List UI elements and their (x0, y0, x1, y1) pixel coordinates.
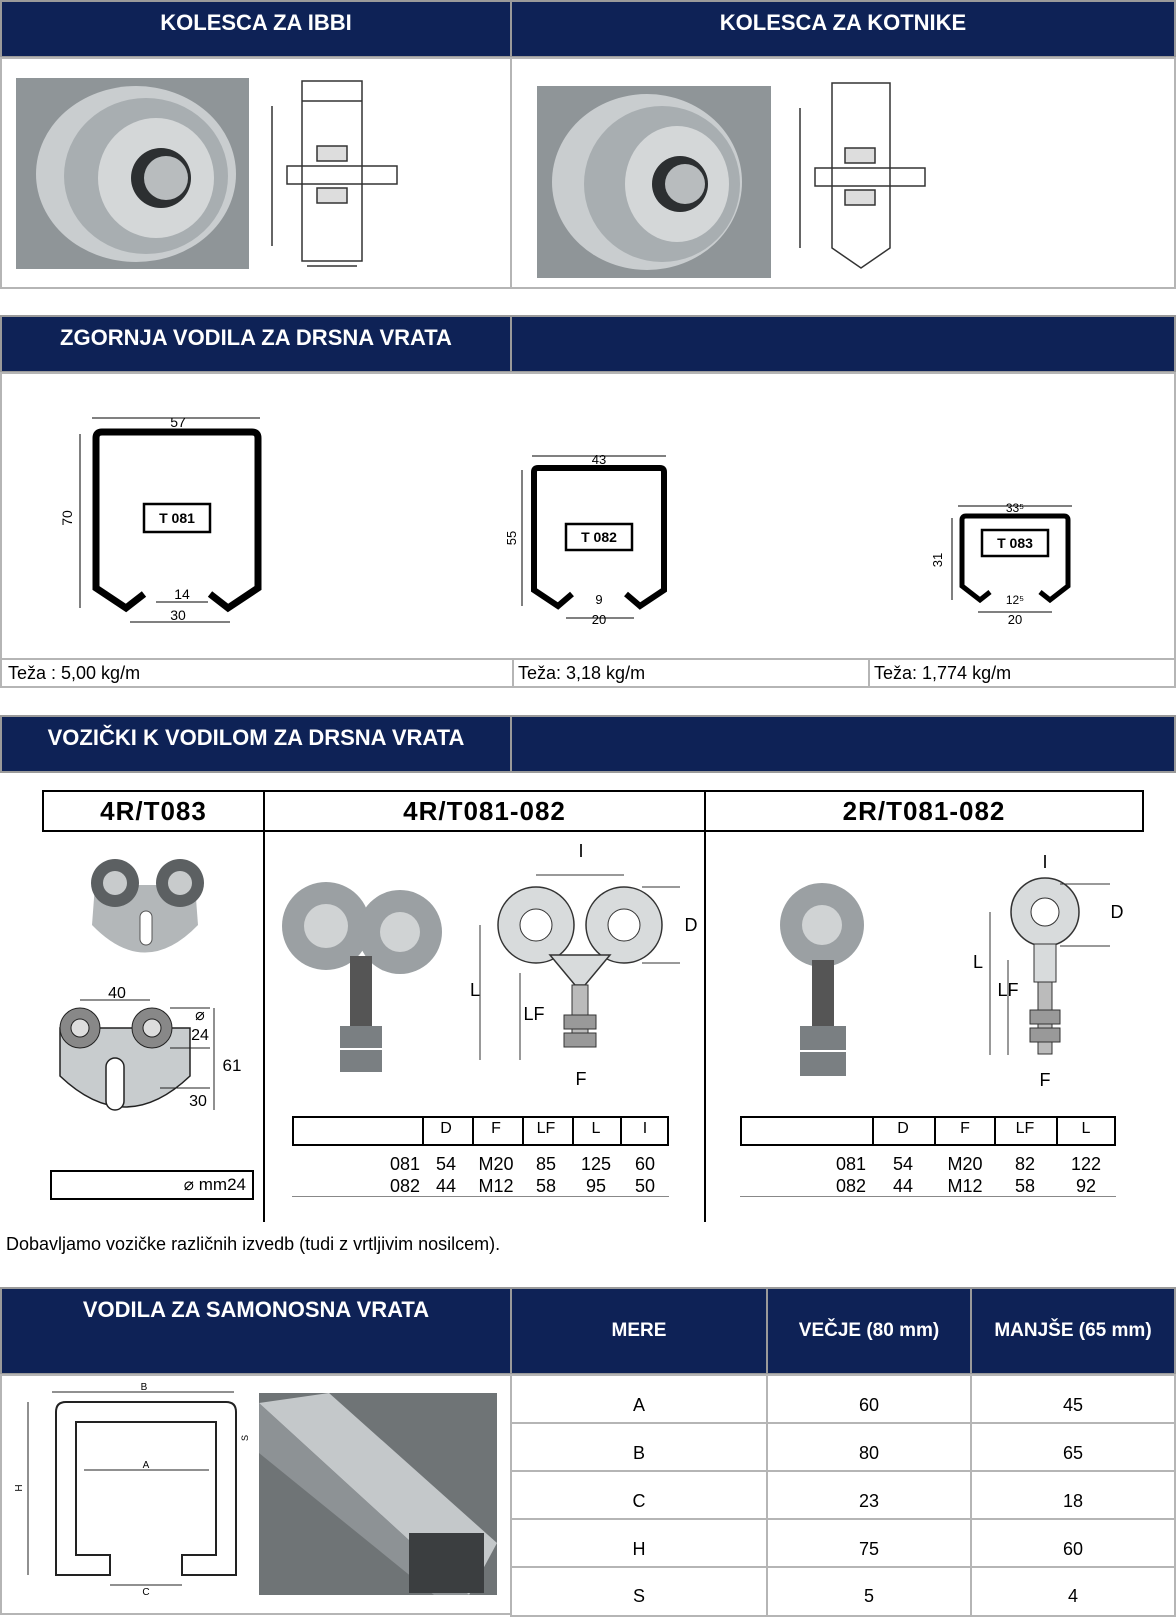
t083-base: 20 (1007, 612, 1023, 627)
4r-trolley-photo (278, 876, 458, 1086)
t083-trolley-photo (80, 855, 210, 967)
samonosna-value: 60 (858, 1394, 880, 1415)
t082-code: T 082 (581, 529, 617, 545)
t083-dim-slot: 30 (189, 1093, 207, 1110)
4r-dim-f: F (575, 1069, 587, 1089)
4r-dim-d: D (684, 915, 698, 935)
samonosna-profile-photo (259, 1393, 497, 1595)
table-4r-header-l: L (591, 1120, 601, 1137)
header-kolesca-ibbi (0, 0, 512, 58)
t083-dim-w: 40 (108, 985, 126, 1002)
t082-base: 20 (591, 612, 607, 627)
2r-dim-lf: LF (997, 980, 1019, 1000)
table-2r-cell: M12 (947, 1176, 983, 1196)
kotnike-wheel-photo (537, 86, 771, 278)
samonosna-label-h: H (14, 1484, 25, 1492)
t083-dim-d-symbol: ⌀ (195, 1007, 205, 1024)
t083-width: 33⁵ (1005, 501, 1025, 515)
t083-slot: 12⁵ (1005, 593, 1025, 607)
col-vecje: VEČJE (80 mm) (798, 1320, 940, 1341)
weight-cell-t081 (0, 658, 514, 688)
samonosna-row-m (510, 1374, 768, 1424)
samonosna-row-big (766, 1518, 972, 1568)
t081-width: 57 (170, 414, 186, 430)
samonosna-value: 75 (858, 1538, 880, 1559)
samonosna-label-c: C (142, 1587, 150, 1598)
vozicki-note: Dobavljamo vozičke različnih izvedb (tudi z vrtljivim nosilcem). (6, 1234, 501, 1254)
samonosna-profile-drawing (4, 1380, 254, 1612)
samonosna-value: S (632, 1586, 645, 1606)
4r-dim-lf: LF (523, 1004, 545, 1024)
table-2r-cell: 82 (1014, 1154, 1036, 1174)
header-manjse (970, 1287, 1176, 1375)
table-2r-header-d: D (897, 1120, 909, 1137)
table-2r-cell: M20 (947, 1154, 983, 1174)
t083-bolt-label: ⌀ mm24 (183, 1175, 246, 1194)
t082-slot: 9 (595, 592, 603, 607)
profile-t083-drawing (928, 500, 1078, 630)
samonosna-row-big (766, 1422, 972, 1472)
table-4r-cell: 60 (634, 1154, 656, 1174)
header-samonosna (0, 1287, 512, 1375)
table-4r-header-f: F (491, 1120, 501, 1137)
samonosna-value: 80 (858, 1442, 880, 1463)
model-4r-t081-082: 4R/T081-082 (403, 796, 566, 826)
table-4r-cell: 95 (585, 1176, 607, 1196)
table-2r-cell: 44 (892, 1176, 914, 1196)
profile-t082-drawing (506, 450, 676, 630)
header-zgornja-vodila (0, 315, 512, 373)
table-4r-cell: M12 (478, 1176, 514, 1196)
samonosna-row-small (970, 1374, 1176, 1424)
table-2r-code: 082 (835, 1176, 866, 1196)
samonosna-value: 4 (1067, 1586, 1078, 1606)
t081-height: 70 (59, 510, 75, 526)
t081-base: 30 (170, 607, 186, 623)
t081-code: T 081 (159, 510, 195, 526)
samonosna-row-big (766, 1374, 972, 1424)
samonosna-value: 45 (1062, 1394, 1084, 1415)
table-4r-cell: 44 (435, 1176, 457, 1196)
weight-cell-t083 (868, 658, 1176, 688)
model-2r-t081-082: 2R/T081-082 (842, 796, 1006, 826)
header-vozicki-empty (510, 715, 1176, 773)
samonosna-row-big (766, 1470, 972, 1520)
samonosna-row-small (970, 1566, 1176, 1617)
header-mere (510, 1287, 768, 1375)
t083-bolt-box (50, 1170, 254, 1200)
model-divider-2 (704, 790, 706, 1222)
samonosna-row-m (510, 1518, 768, 1568)
weight-t082: Teža: 3,18 kg/m (518, 662, 646, 683)
2r-dim-i: I (1042, 852, 1048, 872)
samonosna-value: 65 (1062, 1442, 1084, 1463)
table-4r-cell: 58 (535, 1176, 557, 1196)
t083-dim-h: 61 (222, 1056, 242, 1075)
samonosna-row-small (970, 1470, 1176, 1520)
table-2r-cell: 54 (892, 1154, 914, 1174)
model-divider-1 (263, 790, 265, 1222)
4r-dim-i: I (578, 841, 584, 861)
t082-width: 43 (591, 452, 607, 467)
weight-cell-t082 (512, 658, 870, 688)
samonosna-value: 18 (1062, 1490, 1084, 1511)
table-2r-cell: 92 (1075, 1176, 1097, 1196)
table-4r-cell: 54 (435, 1154, 457, 1174)
table-2r-code: 081 (835, 1154, 866, 1174)
table-4r-code: 081 (389, 1154, 420, 1174)
table-4r-header-i: I (642, 1120, 648, 1137)
table-4r-header-d: D (440, 1120, 452, 1137)
table-2r-header-l: L (1081, 1120, 1091, 1137)
col-manjse: MANJŠE (65 mm) (994, 1320, 1152, 1341)
table-4r-cell: M20 (478, 1154, 514, 1174)
samonosna-row-big (766, 1566, 972, 1617)
weight-t083: Teža: 1,774 kg/m (874, 662, 1012, 683)
samonosna-value: C (632, 1490, 646, 1511)
samonosna-value: B (632, 1442, 645, 1463)
table-4r-cell: 125 (580, 1154, 612, 1174)
samonosna-label-b: B (140, 1382, 148, 1393)
profile-t081-drawing (60, 412, 270, 632)
samonosna-value: A (632, 1394, 645, 1415)
ibbi-wheel-drawing (262, 76, 412, 276)
table-4r-cell: 85 (535, 1154, 557, 1174)
table-2r-header-lf: LF (1015, 1120, 1035, 1137)
t083-code: T 083 (997, 535, 1033, 551)
2r-dim-d: D (1110, 902, 1124, 922)
samonosna-row-small (970, 1422, 1176, 1472)
kolesca-ibbi-title: KOLESCA ZA IBBI (160, 10, 352, 35)
t083-height: 31 (930, 552, 945, 568)
samonosna-value: H (632, 1538, 646, 1559)
samonosna-row-m (510, 1566, 768, 1617)
samonosna-label-a: A (142, 1460, 150, 1471)
4r-dim-l: L (469, 980, 481, 1000)
weight-t081: Teža : 5,00 kg/m (8, 662, 141, 683)
2r-trolley-photo (770, 880, 880, 1080)
samonosna-value: 23 (858, 1490, 880, 1511)
2r-dim-f: F (1039, 1070, 1051, 1090)
ibbi-wheel-photo (16, 78, 249, 269)
t081-slot: 14 (174, 586, 190, 602)
kotnike-wheel-drawing (790, 78, 940, 278)
table-4r-code: 082 (389, 1176, 420, 1196)
header-vecje (766, 1287, 972, 1375)
4r-trolley-drawing (460, 841, 700, 1095)
table-4r-header-lf: LF (536, 1120, 556, 1137)
kolesca-kotnike-title: KOLESCA ZA KOTNIKE (719, 10, 967, 35)
t082-height: 55 (504, 530, 519, 546)
2r-trolley-drawing (960, 850, 1130, 1095)
samonosna-row-m (510, 1422, 768, 1472)
2r-dim-l: L (972, 952, 984, 972)
table-2r-cell: 122 (1070, 1154, 1102, 1174)
vozicki-title: VOZIČKI K VODILOM ZA DRSNA VRATA (47, 725, 465, 750)
samonosna-label-s: S (240, 1434, 250, 1442)
t083-dim-d: 24 (191, 1027, 209, 1044)
header-vozicki (0, 715, 512, 773)
model-4r-t083: 4R/T083 (100, 796, 207, 826)
col-mere: MERE (611, 1320, 667, 1341)
samonosna-row-m (510, 1470, 768, 1520)
table-2r-cell: 58 (1014, 1176, 1036, 1196)
samonosna-title: VODILA ZA SAMONOSNA VRATA (82, 1297, 430, 1322)
zgornja-vodila-title: ZGORNJA VODILA ZA DRSNA VRATA (60, 325, 452, 350)
table-2r-header-f: F (960, 1120, 970, 1137)
samonosna-value: 5 (863, 1586, 874, 1606)
header-kolesca-kotnike (510, 0, 1176, 58)
samonosna-row-small (970, 1518, 1176, 1568)
header-zgornja-vodila-empty (510, 315, 1176, 373)
samonosna-value: 60 (1062, 1538, 1084, 1559)
table-4r-cell: 50 (634, 1176, 656, 1196)
t083-trolley-drawing (50, 985, 260, 1138)
